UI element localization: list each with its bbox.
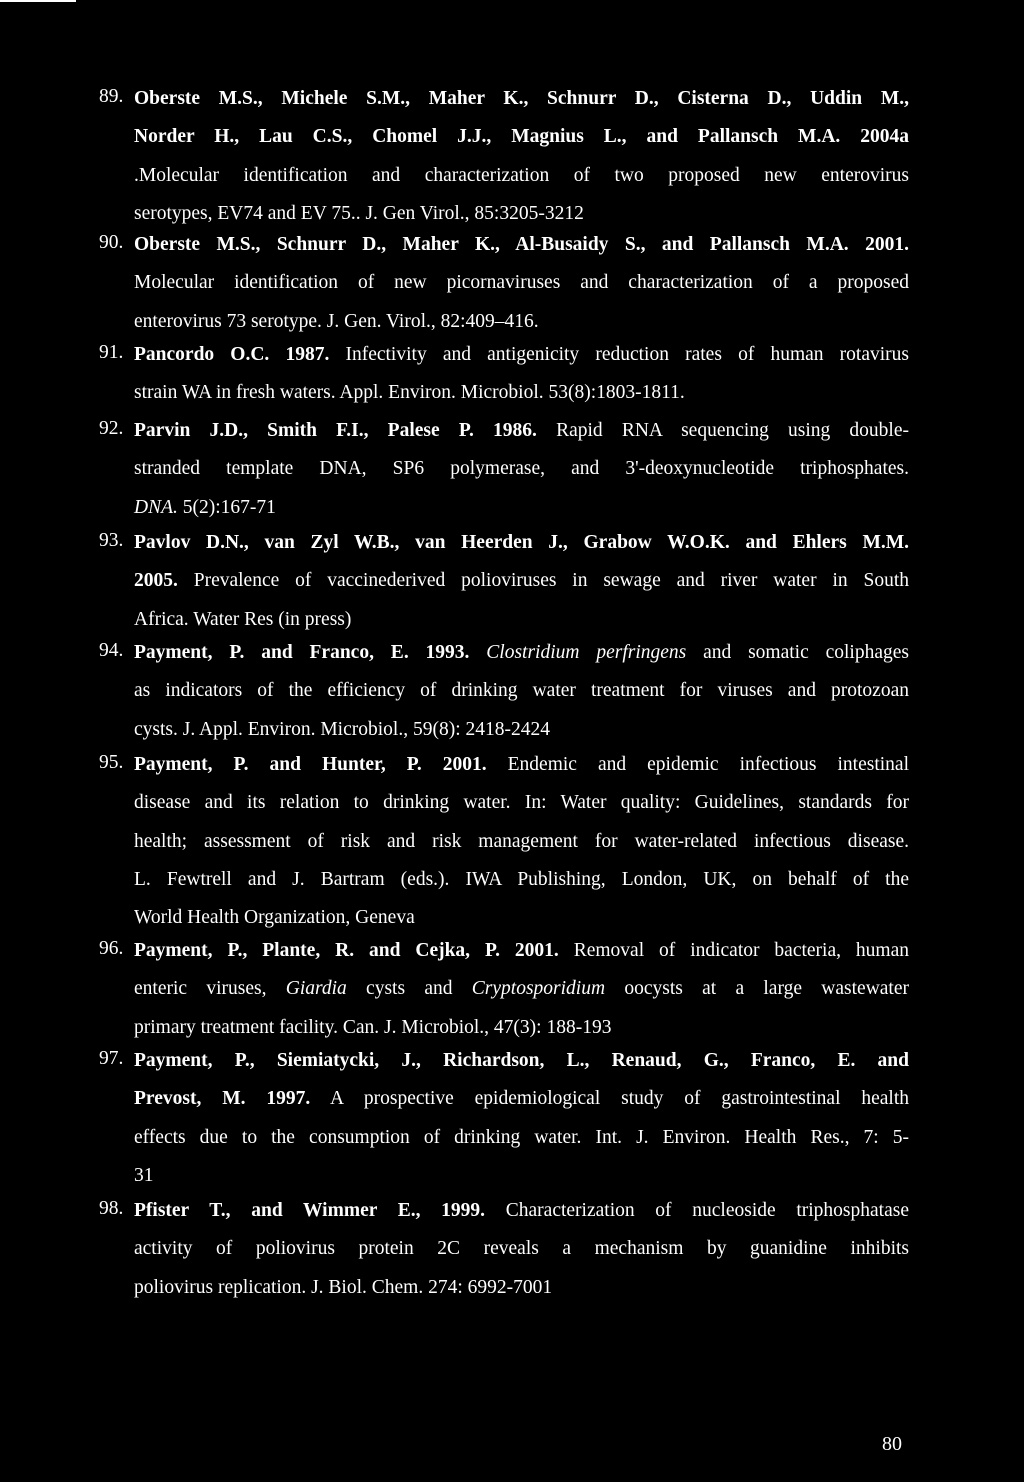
reference-text: effects due to the consumption of drinking water. Int. J. Environ. Health Res., 7: 5- bbox=[134, 1126, 909, 1148]
reference-text: enterovirus 73 serotype. J. Gen. Virol., 82:409–416. bbox=[134, 310, 539, 332]
reference-text: health; assessment of risk and risk management for water-related infectious disease. bbox=[134, 830, 909, 852]
reference-text: Removal of indicator bacteria, human bbox=[558, 940, 909, 961]
reference-entry bbox=[99, 938, 909, 1053]
reference-line bbox=[134, 1125, 909, 1163]
reference-number: 97. bbox=[99, 1048, 124, 1069]
reference-line bbox=[134, 456, 909, 494]
reference-text: poliovirus replication. J. Biol. Chem. 274: 6992-7001 bbox=[134, 1276, 553, 1298]
reference-entry bbox=[99, 86, 909, 239]
reference-text: World Health Organization, Geneva bbox=[134, 907, 415, 929]
reference-line bbox=[134, 867, 909, 905]
reference-authors: Pancordo O.C. 1987. bbox=[134, 344, 330, 365]
reference-entry bbox=[99, 530, 909, 645]
reference-number: 92. bbox=[99, 418, 124, 439]
reference-number: 89. bbox=[99, 86, 124, 107]
reference-entry bbox=[99, 342, 909, 419]
reference-line bbox=[134, 1086, 909, 1124]
reference-text: cysts. J. Appl. Environ. Microbiol., 59(8): 2418-2424 bbox=[134, 718, 550, 740]
reference-text: disease and its relation to drinking water. In: Water quality: Guidelines, standards for bbox=[134, 792, 909, 814]
reference-line bbox=[134, 232, 909, 270]
reference-text: oocysts at a large wastewater bbox=[605, 978, 909, 1000]
reference-line bbox=[134, 270, 909, 308]
reference-authors: 2005. bbox=[134, 570, 178, 592]
reference-number: 98. bbox=[99, 1198, 124, 1219]
reference-authors: Oberste M.S., Schnurr D., Maher K., Al-Busaidy S., and Pallansch M.A. 2001. bbox=[134, 234, 909, 255]
reference-line bbox=[134, 1198, 909, 1236]
reference-text: Prevalence of vaccinederived polioviruses in sewage and river water in South bbox=[177, 570, 909, 592]
reference-text: as indicators of the efficiency of drinking water treatment for viruses and protozoan bbox=[134, 680, 909, 702]
reference-authors: Payment, P., Plante, R. and Cejka, P. 2001. bbox=[134, 940, 559, 961]
reference-text: stranded template DNA, SP6 polymerase, and 3'-deoxynucleotide triphosphates. bbox=[134, 458, 909, 480]
reference-text: Rapid RNA sequencing using double- bbox=[536, 420, 909, 441]
reference-text: 31 bbox=[134, 1164, 154, 1186]
italic-term: Giardia bbox=[285, 978, 347, 1000]
reference-entry bbox=[99, 232, 909, 347]
reference-text bbox=[469, 642, 486, 663]
italic-term: DNA. bbox=[134, 496, 178, 518]
reference-number: 96. bbox=[99, 938, 124, 959]
reference-text: serotypes, EV74 and EV 75.. J. Gen Virol., 85:3205-3212 bbox=[134, 202, 584, 224]
reference-text: cysts and bbox=[346, 978, 472, 1000]
reference-authors: Payment, P. and Hunter, P. 2001. bbox=[134, 754, 487, 775]
reference-number: 93. bbox=[99, 530, 124, 551]
reference-line bbox=[134, 1163, 909, 1201]
reference-authors: Norder H., Lau C.S., Chomel J.J., Magnius L., and Pallansch M.A. 2004a bbox=[134, 126, 909, 148]
reference-line bbox=[134, 124, 909, 162]
reference-text: strain WA in fresh waters. Appl. Environ. Microbiol. 53(8):1803-1811. bbox=[134, 382, 685, 404]
reference-line bbox=[134, 86, 909, 124]
reference-text: 5(2):167-71 bbox=[177, 496, 276, 518]
reference-text: enteric viruses, bbox=[134, 978, 286, 1000]
reference-line bbox=[134, 1048, 909, 1086]
reference-authors: Payment, P. and Franco, E. 1993. bbox=[134, 642, 470, 663]
reference-line bbox=[134, 495, 909, 533]
reference-text: Endemic and epidemic infectious intestinal bbox=[486, 754, 909, 775]
reference-line bbox=[134, 342, 909, 380]
italic-term: Clostridium perfringens bbox=[486, 642, 687, 663]
reference-number: 94. bbox=[99, 640, 124, 661]
reference-line bbox=[134, 976, 909, 1014]
reference-line bbox=[134, 1275, 909, 1313]
reference-entry bbox=[99, 418, 909, 533]
italic-term: Cryptosporidium bbox=[471, 978, 606, 1000]
top-rule bbox=[0, 0, 76, 2]
reference-line bbox=[134, 790, 909, 828]
reference-entry bbox=[99, 1198, 909, 1313]
reference-line bbox=[134, 1236, 909, 1274]
reference-line bbox=[134, 640, 909, 678]
reference-line bbox=[134, 678, 909, 716]
reference-text: A prospective epidemiological study of gastrointestinal health bbox=[310, 1088, 909, 1110]
reference-text: activity of poliovirus protein 2C reveals a mechanism by guanidine inhibits bbox=[134, 1238, 909, 1260]
reference-text: Characterization of nucleoside triphosphatase bbox=[485, 1200, 909, 1221]
reference-number: 95. bbox=[99, 752, 124, 773]
reference-entry bbox=[99, 752, 909, 943]
reference-text: L. Fewtrell and J. Bartram (eds.). IWA Publishing, London, UK, on behalf of the bbox=[134, 868, 909, 890]
reference-authors: Pfister T., and Wimmer E., 1999. bbox=[134, 1200, 486, 1221]
reference-text: Infectivity and antigenicity reduction rates of human rotavirus bbox=[329, 344, 909, 365]
reference-entry bbox=[99, 1048, 909, 1201]
reference-authors: Oberste M.S., Michele S.M., Maher K., Schnurr D., Cisterna D., Uddin M., bbox=[134, 88, 909, 109]
reference-text: and somatic coliphages bbox=[686, 642, 909, 663]
reference-line bbox=[134, 163, 909, 201]
reference-line bbox=[134, 717, 909, 755]
reference-text: Molecular identification of new picornaviruses and characterization of a proposed bbox=[134, 272, 909, 294]
page-number: 80 bbox=[882, 1433, 902, 1455]
reference-authors: Pavlov D.N., van Zyl W.B., van Heerden J., Grabow W.O.K. and Ehlers M.M. bbox=[134, 532, 909, 553]
reference-line bbox=[134, 530, 909, 568]
reference-number: 90. bbox=[99, 232, 124, 253]
reference-line bbox=[134, 752, 909, 790]
reference-authors: Prevost, M. 1997. bbox=[134, 1088, 311, 1110]
reference-line bbox=[134, 938, 909, 976]
reference-line bbox=[134, 829, 909, 867]
reference-text: Africa. Water Res (in press) bbox=[134, 608, 352, 630]
reference-number: 91. bbox=[99, 342, 124, 363]
reference-line bbox=[134, 568, 909, 606]
reference-line bbox=[134, 380, 909, 418]
reference-text: primary treatment facility. Can. J. Microbiol., 47(3): 188-193 bbox=[134, 1016, 612, 1038]
reference-authors: Payment, P., Siemiatycki, J., Richardson, L., Renaud, G., Franco, E. and bbox=[134, 1050, 909, 1071]
reference-authors: Parvin J.D., Smith F.I., Palese P. 1986. bbox=[134, 420, 537, 441]
reference-line bbox=[134, 418, 909, 456]
reference-text: .Molecular identification and characterization of two proposed new enterovirus bbox=[134, 164, 909, 186]
reference-entry bbox=[99, 640, 909, 755]
